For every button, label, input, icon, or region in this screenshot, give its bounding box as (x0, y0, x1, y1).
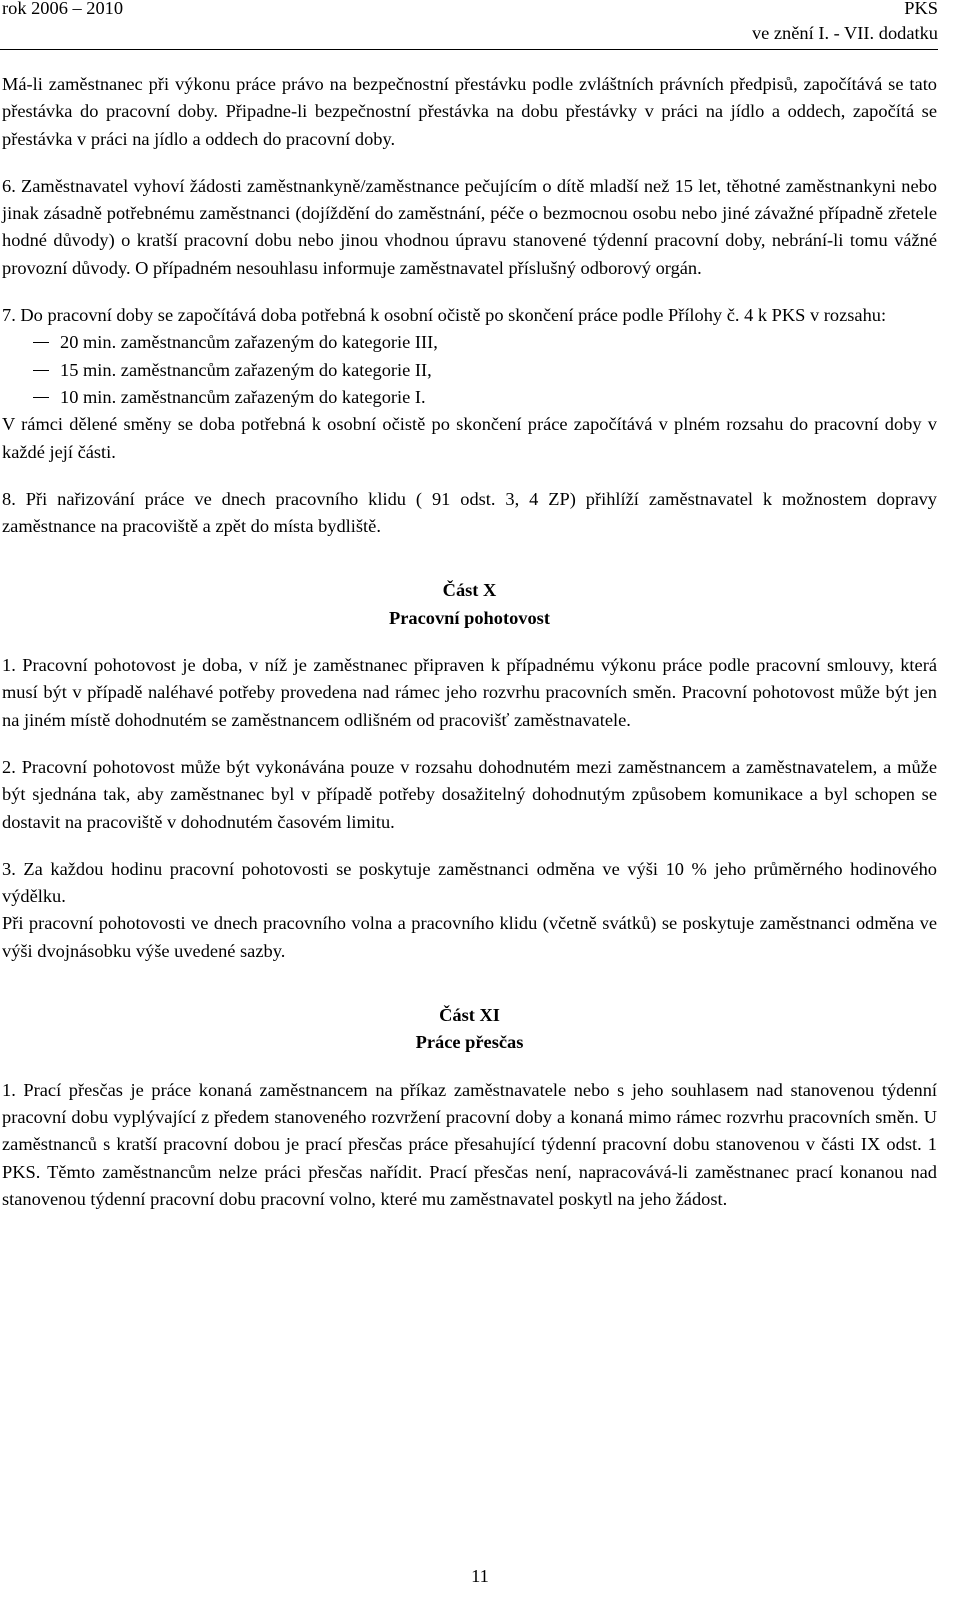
paragraph-number: 7. (2, 305, 16, 326)
paragraph-number: 3. (2, 858, 16, 879)
paragraph-8 (2, 486, 937, 541)
intro-paragraph: Má-li zaměstnanec při výkonu práce právo na bezpečnostní přestávku podle zvláštních právních předpisů, započítává se tato přestávka do pracovní doby. Připadne-li bezpečnostní přestávka na dobu přestávky v práci na jídlo a oddech, započítá se přestávka v práci na jídlo a oddech do pracovní doby. (2, 74, 937, 149)
section-x-paragraph-2 (2, 754, 937, 836)
list-item: 15 min. zaměstnancům zařazeným do kategorie II, (2, 357, 937, 384)
section-x-paragraph-3 (2, 856, 937, 911)
header-title: PKS (904, 0, 938, 18)
paragraph-text: Pracovní pohotovost je doba, v níž je zaměstnanec připraven k případnému výkonu práce podle pracovní smlouvy, která musí být v případě naléhavé potřeby provedena nad rámec jeho rozvrhu pracovních směn. Pracovní pohotovost může být jen na jiném místě dohodnutém se zaměstnancem odlišném od pracovišť zaměstnavatele. (2, 655, 937, 730)
document-body (2, 71, 937, 1213)
paragraph-text: Zaměstnavatel vyhoví žádosti zaměstnankyně/zaměstnance pečujícím o dítě mladší než 15 let, těhotné zaměstnankyni nebo jinak zásadně potřebnému zaměstnanci (dojíždění do zaměstnání, péče o bezmocnou osobu nebo jiné závažné případně zřetele hodné důvody) o kratší pracovní dobu nebo jinou vhodnou úpravu stanovené týdenní pracovní doby, nebrání-li tomu vážné provozní důvody. O případném nesouhlasu informuje zaměstnavatel příslušný odborový orgán. (2, 175, 937, 278)
paragraph-6 (2, 173, 937, 282)
paragraph-text: Za každou hodinu pracovní pohotovosti se poskytuje zaměstnanci odměna ve výši 10 % jeho průměrného hodinového výdělku. (2, 858, 937, 907)
header-right (752, 0, 938, 46)
paragraph-number: 6. (2, 175, 16, 196)
paragraph-7 (2, 302, 937, 329)
section-xi-subtitle: Práce přesčas (415, 1032, 524, 1053)
section-x-paragraph-1 (2, 652, 937, 734)
header-divider (0, 49, 938, 50)
paragraph-number: 8. (2, 488, 16, 509)
list-item: 20 min. zaměstnancům zařazeným do kategorie III, (2, 329, 937, 356)
section-x-paragraph-3-continuation: Při pracovní pohotovosti ve dnech pracovního volna a pracovního klidu (včetně svátků) se poskytuje zaměstnanci odměna ve výši dvojnásobku výše uvedené sazby. (2, 913, 937, 961)
paragraph-text: Do pracovní doby se započítává doba potřebná k osobní očistě po skončení práce podle Přílohy č. 4 k PKS v rozsahu: (20, 305, 887, 326)
paragraph-text: Prací přesčas je práce konaná zaměstnancem na příkaz zaměstnavatele nebo s jeho souhlasem nad stanovenou týdenní pracovní dobu vyplývající z předem stanoveného rozvržení pracovní doby a konaná mimo rámec rozvrhu pracovních směn. U zaměstnanců s kratší pracovní dobou je prací přesčas práce přesahující týdenní pracovní dobu stanovenou v části IX odst. 1 PKS. Těmto zaměstnancům nelze práci přesčas nařídit. Prací přesčas není, napracovává-li zaměstnanec prací konanou nad stanovenou týdenní pracovní dobu pracovní volno, které mu zaměstnavatel poskytl na jeho žádost. (2, 1079, 937, 1209)
paragraph-text: Pracovní pohotovost může být vykonávána pouze v rozsahu dohodnutém mezi zaměstnancem a zaměstnavatelem, a může být sjednána tak, aby zaměstnanec byl v případě potřeby dosažitelný dohodnutým způsobem komunikace a byl schopen se dostavit na pracoviště v dohodnutém časovém limitu. (2, 756, 937, 832)
header-amendments: ve znění I. - VII. dodatku (751, 23, 938, 43)
section-xi-title: Část XI (439, 1005, 500, 1026)
paragraph-text: Při nařizování práce ve dnech pracovního klidu ( 91 odst. 3, 4 ZP) přihlíží zaměstnavatel k možnostem dopravy zaměstnance na pracoviště a zpět do místa bydliště. (2, 488, 937, 537)
header-years: rok 2006 – 2010 (2, 0, 124, 18)
cleaning-time-list (2, 329, 937, 411)
paragraph-7-continuation: V rámci dělené směny se doba potřebná k osobní očistě po skončení práce započítává v plném rozsahu do pracovní doby v každé její části. (2, 414, 937, 462)
paragraph-number: 2. (2, 756, 16, 777)
paragraph-number: 1. (2, 655, 16, 676)
section-x-subtitle: Pracovní pohotovost (389, 607, 550, 628)
paragraph-number: 1. (2, 1079, 16, 1100)
page-number: 11 (471, 1566, 489, 1586)
list-item: 10 min. zaměstnancům zařazeným do kategorie I. (2, 384, 937, 411)
section-x-title: Část X (442, 580, 497, 601)
section-xi-paragraph-1 (2, 1077, 937, 1213)
